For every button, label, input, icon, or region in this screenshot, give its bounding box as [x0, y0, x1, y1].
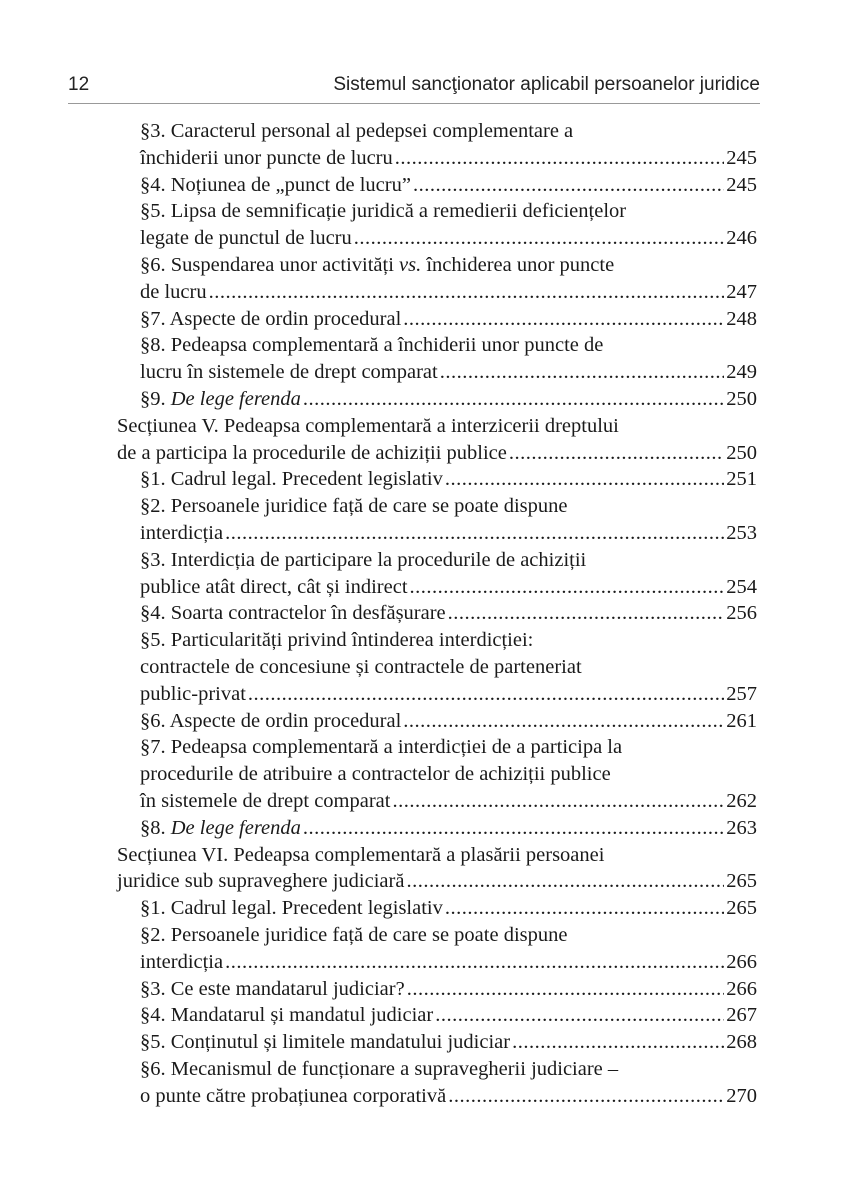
toc-subsection-entry: [117, 976, 757, 1003]
toc-subsection-entry: [117, 922, 757, 976]
title-text: §4. Noțiunea de „punct de lucru”: [140, 173, 411, 196]
toc-line: [117, 1083, 757, 1110]
dot-leader: [445, 466, 724, 493]
toc-line: [117, 815, 757, 842]
toc-subsection-entry: [117, 895, 757, 922]
toc-line: [117, 332, 757, 359]
entry-title: [140, 1056, 618, 1083]
dot-leader: [303, 386, 724, 413]
entry-title: [140, 1029, 510, 1056]
table-of-contents: [117, 118, 757, 1109]
title-text: §3. Ce este mandatarul judiciar?: [140, 977, 405, 1000]
page-ref: 265: [726, 870, 757, 893]
entry-title: [140, 145, 393, 172]
running-title: Sistemul sancţionator aplicabil persoanelor juridice: [333, 74, 760, 95]
entry-title: [140, 949, 223, 976]
entry-title: [140, 788, 390, 815]
entry-title: [140, 815, 301, 842]
title-text: §9.: [140, 387, 171, 410]
toc-subsection-entry: [117, 600, 757, 627]
toc-line: [117, 225, 757, 252]
toc-subsection-entry: [117, 708, 757, 735]
toc-line: [117, 895, 757, 922]
entry-title: [140, 1002, 433, 1029]
toc-section-entry: [117, 842, 757, 896]
toc-line: [117, 145, 757, 172]
page-ref: 253: [726, 521, 757, 544]
entry-title: [140, 600, 446, 627]
dot-leader: [225, 520, 724, 547]
title-text: lucru în sistemele de drept comparat: [140, 361, 438, 384]
toc-line: [117, 440, 757, 467]
page-ref: 257: [726, 682, 757, 705]
dot-leader: [410, 574, 725, 601]
toc-line: [117, 627, 757, 654]
entry-title: [140, 306, 401, 333]
toc-section-entry: [117, 413, 757, 467]
entry-title: [140, 118, 573, 145]
entry-title: [140, 734, 622, 761]
title-text: §8.: [140, 816, 171, 839]
entry-title: [140, 922, 567, 949]
toc-line: [117, 788, 757, 815]
title-text: în sistemele de drept comparat: [140, 789, 391, 812]
title-text: §4. Soarta contractelor în desfășurare: [140, 602, 446, 625]
title-text: §7. Aspecte de ordin procedural: [140, 307, 402, 330]
toc-subsection-entry: [117, 547, 757, 601]
page-ref: 256: [726, 602, 757, 625]
dot-leader: [509, 440, 724, 467]
page-ref: 251: [726, 468, 757, 491]
toc-line: [117, 734, 757, 761]
dot-leader: [448, 600, 725, 627]
toc-subsection-entry: [117, 466, 757, 493]
dot-leader: [406, 868, 724, 895]
page-ref: 262: [726, 789, 757, 812]
title-text: o punte către probațiunea corporativă: [140, 1084, 447, 1107]
page-ref: 261: [726, 709, 757, 732]
entry-title: [140, 895, 443, 922]
entry-title: [140, 574, 408, 601]
entry-title: [140, 332, 603, 359]
entry-title: [117, 413, 619, 440]
entry-title: [117, 868, 404, 895]
toc-line: [117, 708, 757, 735]
title-text: juridice sub supraveghere judiciară: [117, 870, 405, 893]
title-text: §3. Caracterul personal al pedepsei complementare a: [140, 120, 574, 142]
toc-subsection-entry: [117, 627, 757, 707]
title-text: §7. Pedeapsa complementară a interdicției de a participa la: [140, 736, 623, 759]
dot-leader: [392, 788, 724, 815]
entry-title: [117, 440, 507, 467]
page-ref: 270: [726, 1084, 757, 1107]
entry-title: [140, 493, 567, 520]
title-text: contractele de concesiune și contractele de parteneriat: [140, 655, 582, 678]
italic-text: De lege ferenda: [170, 387, 301, 410]
italic-text: De lege ferenda: [170, 816, 301, 839]
dot-leader: [445, 895, 724, 922]
toc-line: [117, 600, 757, 627]
title-text: §6. Aspecte de ordin procedural: [140, 709, 402, 732]
entry-title: [140, 654, 582, 681]
title-text: §8. Pedeapsa complementară a închiderii unor puncte de: [140, 334, 604, 357]
toc-line: [117, 386, 757, 413]
toc-line: [117, 493, 757, 520]
title-text: §6. Mecanismul de funcționare a supravegherii judiciare –: [140, 1057, 619, 1080]
page-number: 12: [68, 74, 90, 95]
toc-line: [117, 842, 757, 869]
toc-subsection-entry: [117, 118, 757, 172]
toc-subsection-entry: [117, 815, 757, 842]
page-ref: 263: [726, 816, 757, 839]
title-text: de a participa la procedurile de achiziții publice: [117, 441, 507, 464]
dot-leader: [248, 681, 724, 708]
page-ref: 266: [726, 977, 757, 1000]
dot-leader: [448, 1083, 724, 1110]
entry-title: [140, 279, 207, 306]
toc-line: [117, 949, 757, 976]
page-ref: 250: [726, 441, 757, 464]
page-ref: 245: [726, 173, 757, 196]
page-ref: 254: [726, 575, 757, 598]
toc-line: [117, 413, 757, 440]
title-text: §2. Persoanele juridice față de care se poate dispune: [140, 923, 568, 946]
entry-title: [140, 198, 626, 225]
toc-subsection-entry: [117, 1002, 757, 1029]
entry-title: [140, 627, 533, 654]
title-text: §4. Mandatarul și mandatul judiciar: [140, 1004, 434, 1027]
title-text: §5. Lipsa de semnificație juridică a remedierii deficiențelor: [140, 200, 627, 223]
title-text: legate de punctul de lucru: [140, 227, 352, 250]
toc-subsection-entry: [117, 332, 757, 386]
page-ref: 250: [726, 387, 757, 410]
title-text: public-privat: [140, 682, 246, 705]
dot-leader: [225, 949, 724, 976]
entry-title: [140, 252, 614, 279]
entry-title: [140, 1083, 446, 1110]
title-text: Secțiunea VI. Pedeapsa complementară a plasării persoanei: [117, 843, 605, 866]
entry-title: [140, 172, 411, 199]
title-text: publice atât direct, cât și indirect: [140, 575, 408, 598]
header-rule: [68, 103, 760, 104]
toc-subsection-entry: [117, 493, 757, 547]
toc-line: [117, 547, 757, 574]
entry-title: [140, 708, 401, 735]
dot-leader: [354, 225, 725, 252]
title-text: Secțiunea V. Pedeapsa complementară a interzicerii dreptului: [117, 414, 619, 437]
entry-title: [140, 520, 223, 547]
toc-line: [117, 1029, 757, 1056]
page-ref: 245: [726, 146, 757, 169]
dot-leader: [512, 1029, 724, 1056]
title-text: închiderea unor puncte: [421, 253, 615, 276]
toc-subsection-entry: [117, 386, 757, 413]
entry-title: [140, 386, 301, 413]
entry-title: [140, 466, 443, 493]
page-ref: 266: [726, 950, 757, 973]
page-ref: 248: [726, 307, 757, 330]
toc-line: [117, 654, 757, 681]
toc-line: [117, 574, 757, 601]
dot-leader: [303, 815, 724, 842]
toc-line: [117, 681, 757, 708]
dot-leader: [413, 172, 724, 199]
title-text: §6. Suspendarea unor activități: [140, 253, 400, 276]
toc-line: [117, 976, 757, 1003]
toc-line: [117, 359, 757, 386]
toc-line: [117, 868, 757, 895]
title-text: procedurile de atribuire a contractelor de achiziții publice: [140, 763, 611, 786]
dot-leader: [403, 708, 724, 735]
italic-text: vs.: [399, 253, 422, 276]
page-ref: 265: [726, 897, 757, 920]
toc-subsection-entry: [117, 306, 757, 333]
toc-line: [117, 466, 757, 493]
title-text: §1. Cadrul legal. Precedent legislativ: [140, 897, 443, 920]
toc-subsection-entry: [117, 172, 757, 199]
toc-subsection-entry: [117, 252, 757, 306]
toc-line: [117, 306, 757, 333]
toc-line: [117, 1002, 757, 1029]
toc-subsection-entry: [117, 198, 757, 252]
title-text: §2. Persoanele juridice față de care se poate dispune: [140, 495, 568, 518]
entry-title: [140, 761, 611, 788]
page-ref: 246: [726, 227, 757, 250]
running-header: [68, 74, 760, 102]
dot-leader: [435, 1002, 724, 1029]
toc-line: [117, 761, 757, 788]
toc-line: [117, 520, 757, 547]
toc-line: [117, 252, 757, 279]
dot-leader: [440, 359, 725, 386]
entry-title: [140, 976, 405, 1003]
toc-line: [117, 279, 757, 306]
title-text: de lucru: [140, 280, 207, 303]
entry-title: [140, 359, 438, 386]
toc-subsection-entry: [117, 734, 757, 814]
toc-line: [117, 198, 757, 225]
title-text: §3. Interdicția de participare la procedurile de achiziții: [140, 548, 587, 571]
toc-line: [117, 1056, 757, 1083]
page-ref: 268: [726, 1031, 757, 1054]
toc-line: [117, 172, 757, 199]
entry-title: [117, 842, 604, 869]
entry-title: [140, 681, 246, 708]
title-text: interdicția: [140, 521, 224, 544]
page-ref: 267: [726, 1004, 757, 1027]
dot-leader: [395, 145, 725, 172]
title-text: închiderii unor puncte de lucru: [140, 146, 393, 169]
page-ref: 247: [726, 280, 757, 303]
page-ref: 249: [726, 361, 757, 384]
entry-title: [140, 225, 352, 252]
title-text: interdicția: [140, 950, 224, 973]
dot-leader: [209, 279, 725, 306]
entry-title: [140, 547, 586, 574]
dot-leader: [403, 306, 724, 333]
toc-line: [117, 118, 757, 145]
title-text: §1. Cadrul legal. Precedent legislativ: [140, 468, 443, 491]
toc-subsection-entry: [117, 1029, 757, 1056]
toc-subsection-entry: [117, 1056, 757, 1110]
dot-leader: [407, 976, 725, 1003]
title-text: §5. Particularități privind întinderea interdicției:: [140, 629, 534, 652]
toc-line: [117, 922, 757, 949]
title-text: §5. Conținutul și limitele mandatului judiciar: [140, 1031, 511, 1054]
